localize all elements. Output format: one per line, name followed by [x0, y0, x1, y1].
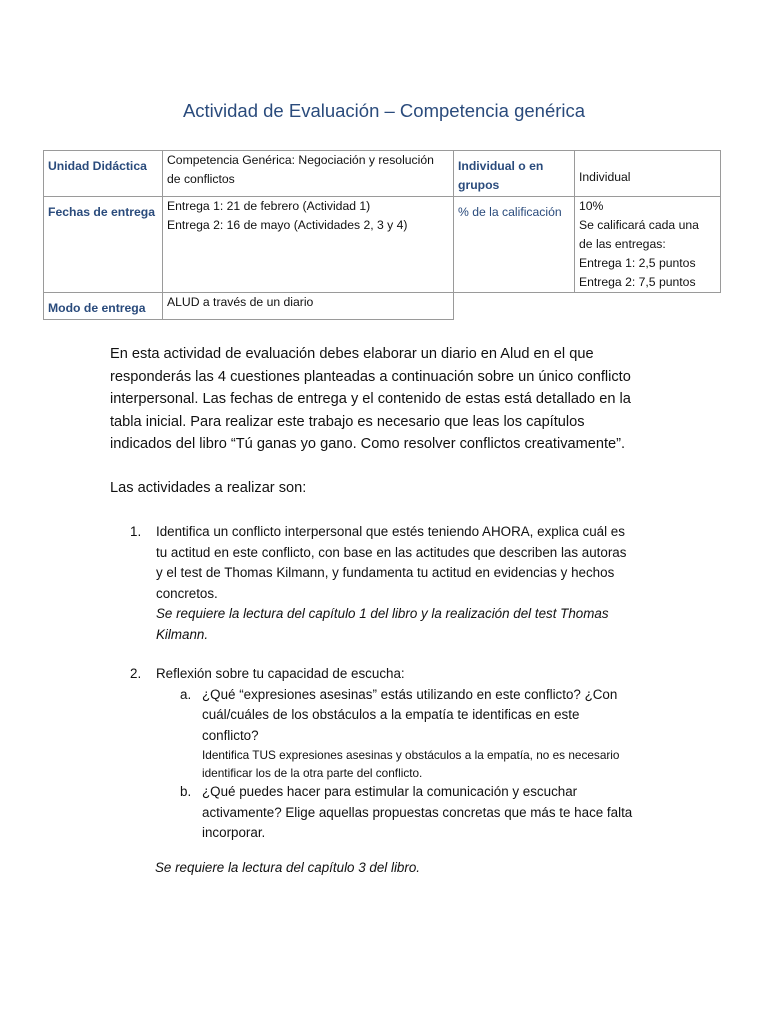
intro-line: indicados del libro “Tú ganas yo gano. Como resolver conflictos creativamente”.	[110, 436, 626, 452]
grade-line: Entrega 1: 2,5 puntos	[579, 256, 696, 270]
sub-item-line: ¿Qué “expresiones asesinas” estás utilizando en este conflicto? ¿Con	[202, 686, 618, 702]
mode-label: Individual o en grupos	[454, 151, 575, 197]
unit-value-line: Competencia Genérica: Negociación y resolución	[167, 153, 434, 167]
activities-heading: Las actividades a realizar son:	[110, 480, 307, 496]
item-line: tu actitud en este conflicto, con base en las actitudes que describen las autoras	[156, 544, 627, 560]
intro-line: responderás las 4 cuestiones planteadas a continuación sobre un único conflicto	[110, 368, 631, 385]
item-note-line: Kilmann.	[156, 626, 209, 642]
dates-line: Entrega 1: 21 de febrero (Actividad 1)	[167, 199, 371, 213]
empty-cell	[575, 293, 721, 320]
sub-item-line: ¿Qué puedes hacer para estimular la comunicación y escuchar	[202, 784, 578, 799]
unit-value-line: de conflictos	[167, 172, 235, 186]
info-table	[43, 150, 721, 320]
intro-line: interpersonal. Las fechas de entrega y el contenido de estas está detallado en la	[110, 391, 631, 407]
reading-note: Se requiere la lectura del capítulo 3 del libro.	[155, 860, 420, 875]
intro-line: tabla inicial. Para realizar este trabajo es necesario que leas los capítulos	[110, 413, 585, 430]
sub-item-letter: b.	[180, 784, 192, 799]
dates-value	[163, 197, 454, 293]
intro-paragraph	[110, 343, 670, 456]
delivery-value: ALUD a través de un diario	[163, 293, 454, 320]
sub-item-a	[180, 685, 670, 783]
table-row	[44, 293, 721, 320]
grade-value	[575, 197, 721, 293]
grade-line: Entrega 2: 7,5 puntos	[579, 275, 696, 289]
sub-item-b	[180, 782, 670, 844]
sub-item-line: incorporar.	[202, 825, 266, 840]
empty-cell	[454, 293, 575, 320]
activity-item-2	[130, 664, 670, 844]
sub-item-line: cuál/cuáles de los obstáculos a la empatía te identificas en este	[202, 707, 580, 722]
grade-line: 10%	[579, 199, 604, 213]
item-number: 2.	[130, 666, 142, 681]
item-line: concretos.	[156, 585, 218, 601]
item-note-line: Se requiere la lectura del capítulo 1 del libro y la realización del test Thomas	[156, 606, 609, 621]
grade-label: % de la calificación	[454, 197, 575, 293]
document-title: Actividad de Evaluación – Competencia genérica	[182, 100, 586, 121]
intro-line: En esta actividad de evaluación debes elaborar un diario en Alud en el que	[110, 346, 594, 362]
sub-item-letter: a.	[180, 686, 192, 702]
grade-line: Se calificará cada una	[579, 218, 699, 232]
unit-value	[163, 151, 454, 197]
table-row	[44, 151, 721, 197]
item-number: 1.	[130, 524, 142, 539]
sub-item-note: identificar los de la otra parte del conflicto.	[202, 766, 423, 780]
delivery-label: Modo de entrega	[44, 293, 163, 320]
grade-line: de las entregas:	[579, 237, 666, 251]
table-row	[44, 197, 721, 293]
sub-item-line: conflicto?	[202, 727, 259, 743]
item-line: Reflexión sobre tu capacidad de escucha:	[156, 666, 405, 681]
sub-item-note: Identifica TUS expresiones asesinas y obstáculos a la empatía, no es necesario	[202, 748, 620, 762]
sub-item-line: activamente? Elige aquellas propuestas concretas que más te hace falta	[202, 804, 633, 820]
mode-value: Individual	[575, 151, 721, 197]
item-line: Identifica un conflicto interpersonal que estés teniendo AHORA, explica cuál es	[156, 524, 625, 539]
item-line: y el test de Thomas Kilmann, y fundamenta tu actitud en evidencias y hechos	[156, 565, 615, 580]
activity-item-1	[130, 522, 670, 645]
unit-label: Unidad Didáctica	[44, 151, 163, 197]
dates-label: Fechas de entrega	[44, 197, 163, 293]
dates-line: Entrega 2: 16 de mayo (Actividades 2, 3 y 4)	[167, 218, 408, 232]
